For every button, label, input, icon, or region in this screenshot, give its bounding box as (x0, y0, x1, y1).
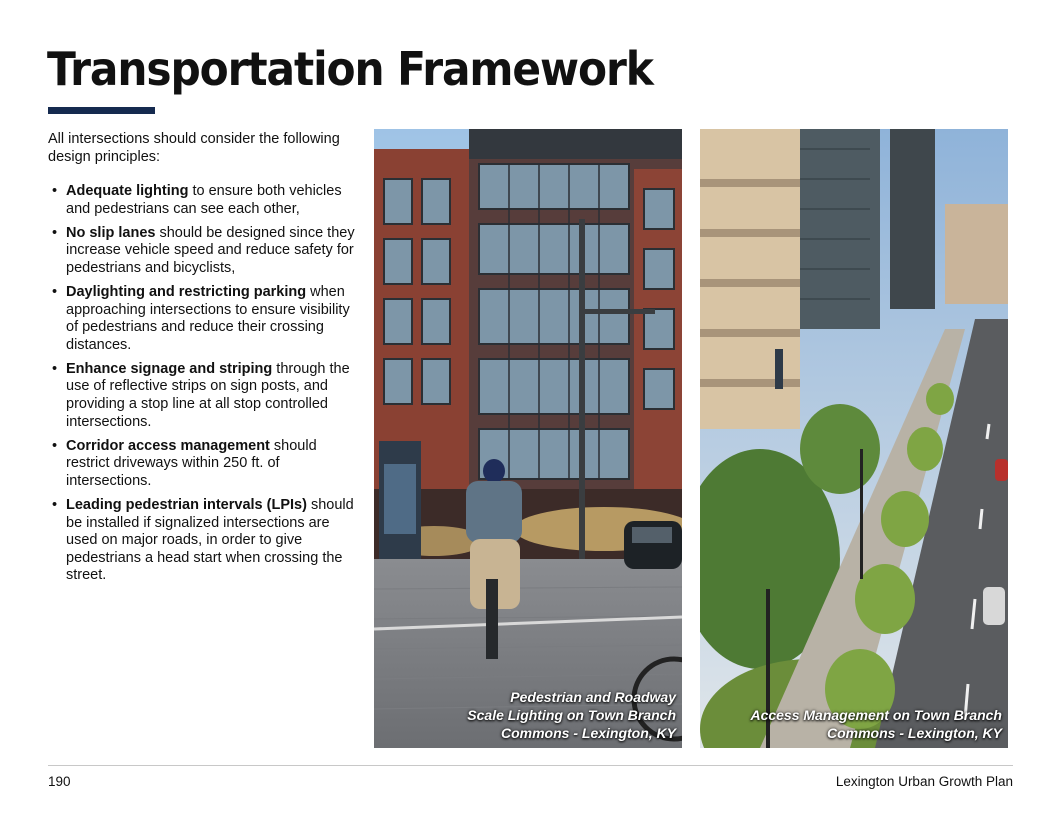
list-item (48, 183, 363, 218)
footer-divider (48, 765, 1013, 766)
bullet: • (52, 283, 58, 300)
bullet: • (52, 224, 58, 241)
principle-title: Adequate lighting (66, 183, 189, 199)
principle-text: through the use of reflective strips on sign posts, and providing a stop line at all stop controlled intersections. (66, 360, 350, 430)
photo-caption (467, 688, 676, 742)
caption-line: Commons - Lexington, KY (827, 725, 1002, 741)
principle-text: to ensure both vehicles and pedestrians can see each other, (66, 183, 342, 217)
principle-text: should be installed if signalized intersections are used on major roads, in order to give pedestrians a head start when crossing the street. (66, 497, 354, 584)
principle-title: Corridor access management (66, 437, 270, 454)
photo-pedestrian-lighting (374, 129, 682, 748)
caption-line: Scale Lighting on Town Branch (467, 707, 676, 723)
caption-line: Pedestrian and Roadway (510, 689, 676, 705)
title-underline-bar (48, 107, 155, 114)
principle-title: Enhance signage and striping (66, 360, 273, 377)
page-number: 190 (48, 774, 71, 789)
list-item (48, 225, 363, 278)
document-title: Lexington Urban Growth Plan (835, 774, 1013, 789)
bullet: • (52, 437, 58, 454)
principle-title: No slip lanes (66, 224, 156, 241)
principle-title: Daylighting and restricting parking (66, 283, 307, 300)
aerial-corridor-illustration (700, 129, 1008, 748)
bullet: • (52, 497, 58, 513)
principle-text: when approaching intersections to ensure visibility of pedestrians and reduce their crossing distances. (66, 283, 350, 353)
photo-caption (750, 706, 1002, 742)
list-item (48, 497, 363, 585)
principle-text: should restrict driveways within 250 ft. of intersections. (66, 437, 317, 489)
principle-title: Leading pedestrian intervals (LPIs) (66, 497, 307, 513)
bullet: • (52, 183, 58, 199)
list-item (48, 284, 363, 354)
street-scene-illustration (374, 129, 682, 748)
principle-text: should be designed since they increase vehicle speed and reduce safety for pedestrians and bicyclists, (66, 224, 355, 276)
page-title: Transportation Framework (47, 42, 653, 96)
intro-text: All intersections should consider the following design principles: (48, 131, 340, 165)
caption-line: Commons - Lexington, KY (501, 725, 676, 741)
bullet: • (52, 360, 58, 377)
list-item (48, 438, 363, 491)
list-item (48, 361, 363, 431)
photo-access-management (700, 129, 1008, 748)
design-principles-list (48, 183, 363, 591)
caption-line: Access Management on Town Branch (750, 707, 1002, 723)
